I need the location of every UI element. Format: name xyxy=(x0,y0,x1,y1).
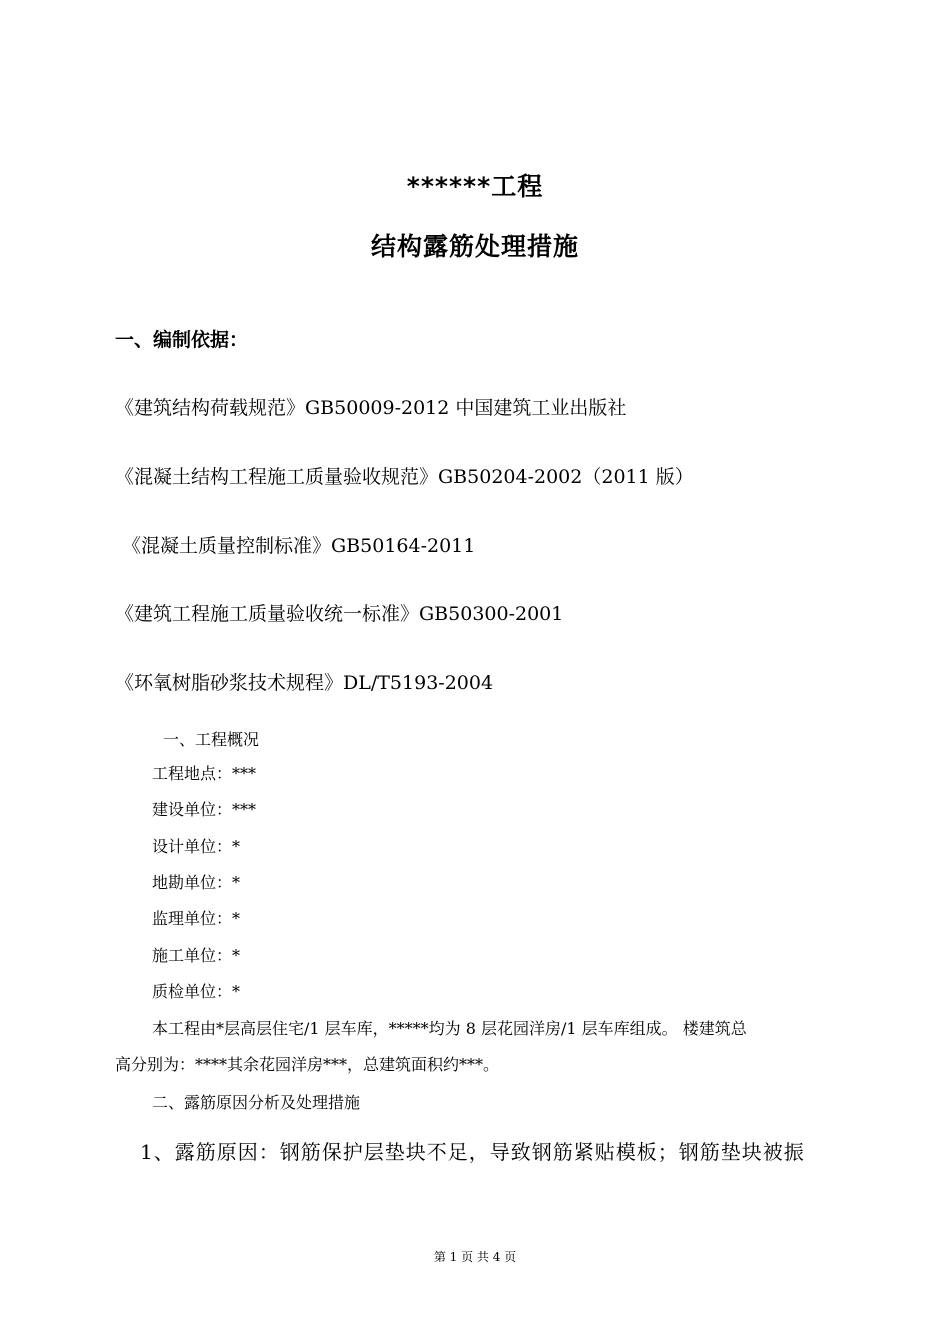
exposed-rebar-cause: 1、露筋原因：钢筋保护层垫块不足，导致钢筋紧贴模板；钢筋垫块被振 xyxy=(140,1140,805,1164)
analysis-heading: 二、露筋原因分析及处理措施 xyxy=(152,1093,361,1112)
overview-heading: 一、工程概况 xyxy=(163,730,260,749)
overview-item: 设计单位：* xyxy=(152,837,241,856)
document-title-line-2: 结构露筋处理措施 xyxy=(370,232,579,261)
reference-item: 《混凝土结构工程施工质量验收规范》GB50204-2002（2011 版） xyxy=(115,466,694,488)
reference-item: 《环氧树脂砂浆技术规程》DL/T5193-2004 xyxy=(115,672,494,694)
reference-item: 《混凝土质量控制标准》GB50164-2011 xyxy=(122,535,476,557)
reference-item: 《建筑结构荷载规范》GB50009-2012 中国建筑工业出版社 xyxy=(115,397,627,419)
document-title-line-1: ******工程 xyxy=(406,172,544,201)
overview-item: 施工单位：* xyxy=(152,946,241,965)
project-description-line-1: 本工程由*层高层住宅/1 层车库，*****均为 8 层花园洋房/1 层车库组成。 楼建筑总 xyxy=(152,1019,747,1038)
overview-item: 监理单位：* xyxy=(152,909,241,928)
reference-item: 《建筑工程施工质量验收统一标准》GB50300-2001 xyxy=(115,603,564,625)
project-description-line-2: 高分别为：****其余花园洋房***，总建筑面积约***。 xyxy=(115,1055,500,1074)
overview-item: 工程地点：*** xyxy=(152,764,257,783)
overview-item: 建设单位：*** xyxy=(152,800,257,819)
page-footer: 第 1 页 共 4 页 xyxy=(433,1250,517,1264)
overview-item: 质检单位：* xyxy=(152,982,241,1001)
section-heading-basis: 一、编制依据： xyxy=(115,329,249,351)
overview-item: 地勘单位：* xyxy=(152,873,241,892)
